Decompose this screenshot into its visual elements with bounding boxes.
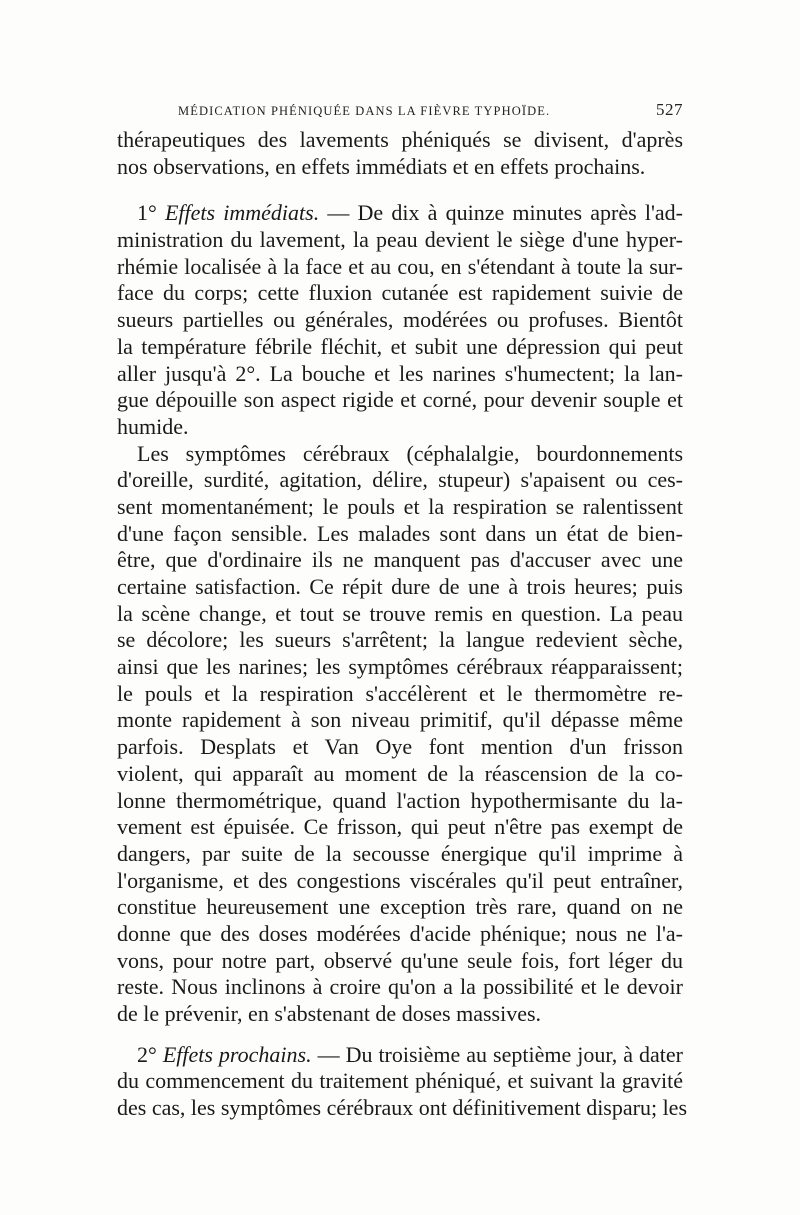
section-heading: Effets immédiats.: [164, 200, 320, 226]
text-line: sent momentanément; le pouls et la respiration se ralentissent: [117, 493, 683, 519]
running-head-title: MÉDICATION PHÉNIQUÉE DANS LA FIÈVRE TYPHOÏDE.: [178, 104, 551, 118]
section-heading-line: [117, 1042, 683, 1069]
text-line: lonne thermométrique, quand l'action hypothermisante du la-: [117, 787, 683, 813]
text-line: des cas, les symptômes cérébraux ont définitivement disparu; les: [117, 1095, 688, 1121]
text-line: thérapeutiques des lavements phéniqués se divisent, d'après: [117, 127, 683, 152]
text-line: la température fébrile fléchit, et subit une dépression qui peut: [117, 333, 683, 359]
text-line: humide.: [117, 413, 189, 439]
text-line: face du corps; cette fluxion cutanée est rapidement suivie de: [117, 280, 683, 306]
text-line: parfois. Desplats et Van Oye font mention d'un frisson: [117, 734, 683, 760]
text-line: la scène change, et tout se trouve remis en question. La peau: [117, 600, 683, 626]
text-line: donne que des doses modérées d'acide phénique; nous ne l'a-: [117, 920, 683, 946]
text-line: se décolore; les sueurs s'arrêtent; la langue redevient sèche,: [117, 627, 683, 653]
text-line: monte rapidement à son niveau primitif, qu'il dépasse même: [117, 707, 683, 733]
text-line: rhémie localisée à la face et au cou, en s'étendant à toute la sur-: [117, 253, 683, 279]
text-line: nos observations, en effets immédiats et en effets prochains.: [117, 153, 646, 179]
paragraph-gap: [117, 180, 683, 200]
section-text: — Du troisième au septième jour, à dater: [311, 1041, 683, 1067]
text-line: d'une façon sensible. Les malades sont dans un état de bien-: [117, 520, 683, 546]
text-line: d'oreille, surdité, agitation, délire, stupeur) s'apaisent ou ces-: [117, 467, 683, 493]
text-line: vons, pour notre part, observé qu'une seule fois, fort léger du: [117, 947, 683, 973]
text-line: violent, qui apparaît au moment de la réascension de la co-: [117, 760, 683, 786]
text-line: gue dépouille son aspect rigide et corné, pour devenir souple et: [117, 387, 683, 413]
text-line: vement est épuisée. Ce frisson, qui peut n'être pas exempt de: [117, 814, 683, 840]
page-number: 527: [656, 100, 683, 119]
section-number: 2°: [137, 1041, 157, 1067]
body-text: [117, 127, 688, 1122]
text-line: l'organisme, et des congestions viscérales qu'il peut entraîner,: [117, 867, 683, 893]
section-text: — De dix à quinze minutes après l'ad-: [319, 200, 683, 226]
section-heading-line: [117, 200, 683, 227]
text-line: ainsi que les narines; les symptômes cérébraux réapparaissent;: [117, 654, 683, 680]
running-head: [178, 100, 683, 120]
text-line: aller jusqu'à 2°. La bouche et les narines s'humectent; la lan-: [117, 360, 683, 386]
text-line: de le prévenir, en s'abstenant de doses massives.: [117, 1001, 542, 1026]
section-heading: Effets prochains.: [162, 1041, 312, 1067]
text-line: le pouls et la respiration s'accélèrent et le thermomètre re-: [117, 680, 683, 706]
section-number: 1°: [137, 200, 157, 226]
paragraph-gap: [117, 1028, 683, 1042]
text-line: dangers, par suite de la secousse énergique qu'il imprime à: [117, 840, 683, 866]
text-line: certaine satisfaction. Ce répit dure de une à trois heures; puis: [117, 574, 683, 599]
text-line: sueurs partielles ou générales, modérées ou profuses. Bientôt: [117, 307, 683, 333]
text-line: reste. Nous inclinons à croire qu'on a la possibilité et le devoir: [117, 974, 683, 1000]
text-line: constitue heureusement une exception très rare, quand on ne: [117, 894, 683, 920]
text-line: Les symptômes cérébraux (céphalalgie, bourdonnements: [137, 440, 683, 466]
text-line: du commencement du traitement phéniqué, et suivant la gravité: [117, 1068, 683, 1094]
text-line: ministration du lavement, la peau devient le siège d'une hyper-: [117, 227, 683, 253]
text-line: être, que d'ordinaire ils ne manquent pas d'accuser avec une: [117, 547, 683, 573]
